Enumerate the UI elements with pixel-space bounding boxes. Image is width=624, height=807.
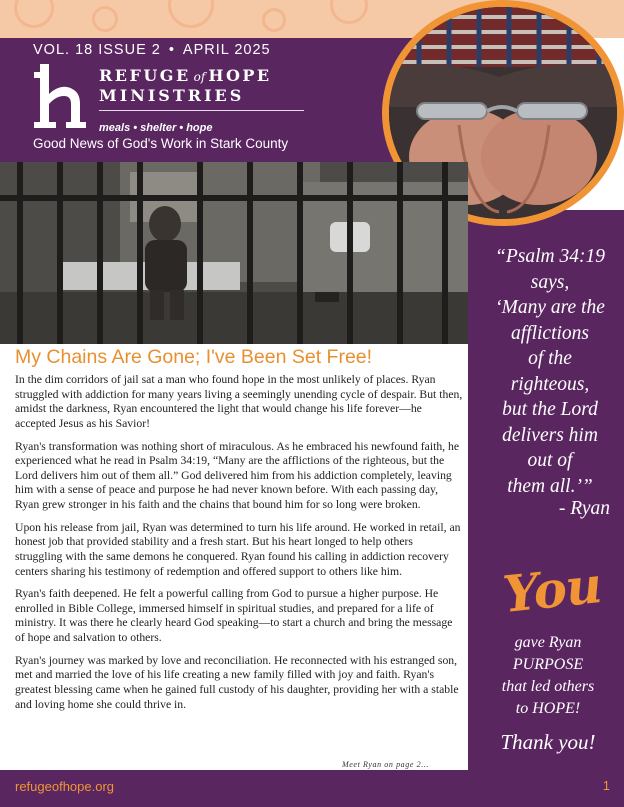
issue-volume: VOL. 18 ISSUE 2 [33,42,161,58]
thank-you-text: Thank you! [500,730,596,754]
article-paragraph: In the dim corridors of jail sat a man who found hope in the most unlikely of places. Ryan struggled with addiction for many years living a seemingly unending cycle of despair. But then, amidst the darkness, Ryan encountered the light that would change his life forever—he accepted Jesus as his Savior! [15,373,463,430]
footer-bar [0,770,624,807]
brand-tagline: meals • shelter • hope [99,122,213,134]
brand-of: of [193,70,206,84]
issue-date: APRIL 2025 [182,42,271,58]
quote-line: “Psalm 34:19 [495,246,605,267]
brand-name-line2: MINISTRIES [99,86,245,105]
page-number: 1 [602,778,610,793]
quote-line: of the [528,348,572,369]
article-paragraph: Ryan's transformation was nothing short of miraculous. As he embraced his newfound faith, he experienced what he read in Psalm 34:19, “Many are the afflictions of the righteous, but the Lord delivers him out of them all.” God delivered him from his addiction completely, leaving him with a sense of peace and purpose he had never known before. With each passing day, Ryan grew stronger in his faith and the chains that bound him for so long were broken. [15,439,460,511]
thanks-line: gave Ryan [514,634,582,651]
quote-line: says, [530,271,570,293]
you-script-heading: You [500,555,604,624]
quote-line: but the Lord [502,399,598,420]
article-paragraph: Ryan's faith deepened. He felt a powerful calling from God to pursue a higher purpose. He enrolled in Bible College, immersed himself in spiritual studies, and prepared for a life of ministry. It was there he clearly heard God speaking—to start a church and bring the message of hope and salvation to others. [15,587,453,645]
brand-refuge: REFUGE [99,66,191,85]
continued-note: Meet Ryan on page 2... [342,760,430,769]
quote-line: afflictions [511,322,589,344]
quote-attribution: - Ryan [558,498,610,519]
issue-line [33,42,271,58]
thanks-line: PURPOSE [512,656,584,673]
quote-line: them all.’” [507,475,593,497]
masthead-subheading: Good News of God's Work in Stark County [33,136,289,151]
thanks-line: to HOPE! [515,700,581,717]
brand-hope: HOPE [208,66,272,85]
quote-line: out of [527,450,573,471]
scripture-quote [476,244,624,499]
brand-divider [99,110,304,111]
article-paragraph: Upon his release from jail, Ryan was determined to turn his life around. He worked in retail, an honest job that provided stability and a fresh start. But his heart longed to help others struggling with the same demons he conquered. Ryan found his calling in addiction recovery centers sharing his testimony of redemption and offered support to others like him. [15,520,461,578]
quote-line: delivers him [502,424,598,446]
issue-separator: • [168,42,175,58]
man-in-jail-cell-photo [0,162,468,344]
article-title: My Chains Are Gone; I've Been Set Free! [15,346,373,368]
brand-name-line1 [99,66,272,85]
footer-website-link[interactable]: refugeofhope.org [15,779,115,794]
quote-line: ‘Many are the [495,297,605,318]
quote-line: righteous, [510,373,590,395]
jail-cell-icon [0,162,468,344]
rh-logo-icon [34,64,90,132]
article-paragraph: Ryan's journey was marked by love and reconciliation. He reconnected with his estranged son, met and married the love of his life creating a new family filled with joy and faith. Ryan's greatest blessing came when he gained full custody of his daughter, providing her with a stable and loving home she could thrive in. [15,653,459,711]
article-body [15,373,463,720]
thanks-message [476,632,620,720]
thanks-line: that led others [501,678,595,695]
